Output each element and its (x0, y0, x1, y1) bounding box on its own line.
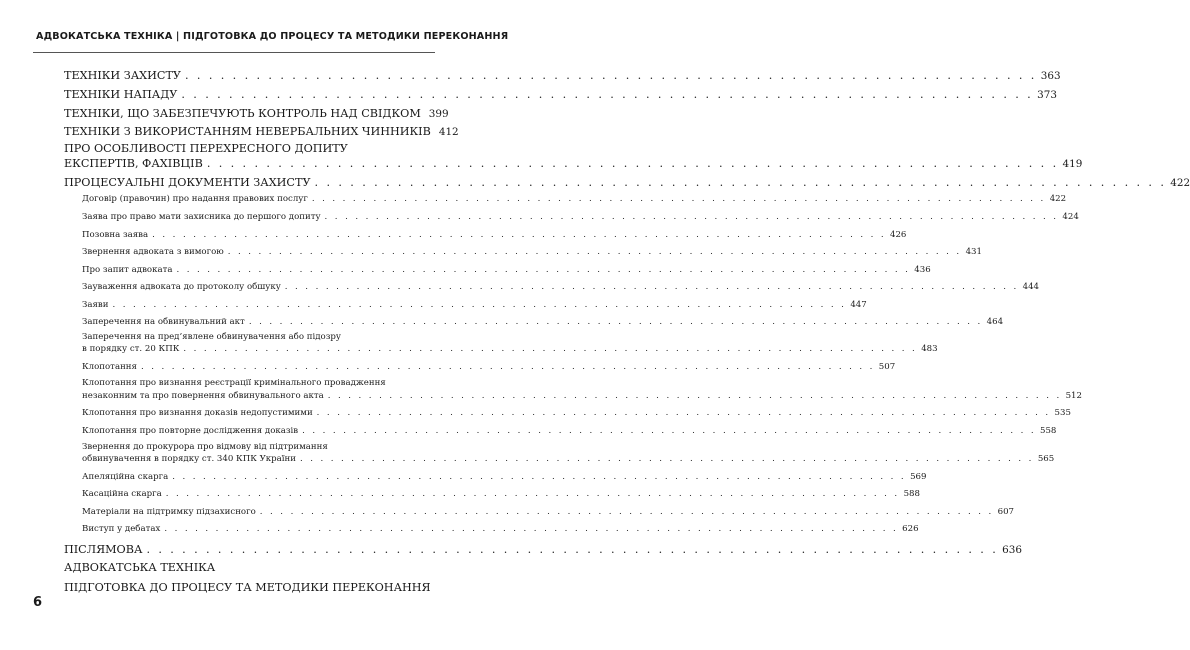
toc-subentry-title-line2: в порядку ст. 20 КПК (82, 344, 180, 354)
toc-subentry-title: Заперечення на обвинувальний акт (82, 317, 245, 327)
toc-entry (64, 68, 1061, 84)
toc-subentry-title: Клопотання про повторне дослідження доказів (82, 426, 299, 436)
toc-leader: . . . . . . . . . . . . . . . . . . . . . . . . . . . . . . . . . . . . . . . . . . . . . . . . . . . . . . . . . . . . . . . . . . . . . . . . (206, 157, 1059, 170)
toc-leader: . . . . . . . . . . . . . . . . . . . . . . . . . . . . . . . . . . . . . . . . . . . . . . . . . . . . . . . . . . . . . . . . . . . . . . . . (259, 507, 994, 517)
toc-subentry (82, 281, 1040, 293)
toc-subentry-page: 426 (890, 230, 907, 240)
toc-subentry-page: 558 (1039, 426, 1057, 436)
toc-leader: . . . . . . . . . . . . . . . . . . . . . . . . . . . . . . . . . . . . . . . . . . . . . . . . . . . . . . . . . . . . . . . . . . . . . . . . (314, 176, 1167, 189)
toc-leader: . . . . . . . . . . . . . . . . . . . . . . . . . . . . . . . . . . . . . . . . . . . . . . . . . . . . . . . . . . . . . . . . . . . . . . . . (176, 265, 911, 275)
toc-subentry-title: Звернення адвоката з вимогою (82, 247, 224, 257)
toc-subentry-page: 507 (878, 362, 896, 372)
toc-subentry-page: 464 (986, 317, 1004, 327)
toc-entry-title: ТЕХНІКИ НАПАДУ (64, 88, 178, 101)
toc-entry (64, 156, 1083, 172)
toc-subentry (82, 264, 931, 276)
toc-leader: . . . . . . . . . . . . . . . . . . . . . . . . . . . . . . . . . . . . . . . . . . . . . . . . . . . . . . . . . . . . . . . . . . . . . . . . (172, 472, 907, 482)
toc-subentry (82, 506, 1015, 518)
toc-leader: . . . . . . . . . . . . . . . . . . . . . . . . . . . . . . . . . . . . . . . . . . . . . . . . . . . . . . . . . . . . . . . . . . . . . . . . (181, 88, 1034, 101)
toc-entry-page: 363 (1040, 70, 1061, 82)
toc-leader: . . . . . . . . . . . . . . . . . . . . . . . . . . . . . . . . . . . . . . . . . . . . . . . . . . . . . . . . . . . . . . . . . . . . . . . . (112, 300, 847, 310)
toc-entry-page: 419 (1062, 158, 1083, 170)
toc-subentry (82, 343, 938, 355)
toc-subentry (82, 471, 927, 483)
toc-subentry-page: 607 (997, 507, 1015, 517)
toc-entry-title: ТЕХНІКИ, ЩО ЗАБЕЗПЕЧУЮТЬ КОНТРОЛЬ НАД СВІДКОМ (64, 107, 421, 120)
toc-subentry-title: Заява про право мати захисника до першого допиту (82, 212, 321, 222)
toc-subentry (82, 211, 1079, 223)
toc-leader: . . . . . . . . . . . . . . . . . . . . . . . . . . . . . . . . . . . . . . . . . . . . . . . . . . . . . . . . . . . . . . . . . . . . . . . . (324, 212, 1059, 222)
toc-entry (64, 175, 1190, 191)
toc-entry-page: 422 (1170, 177, 1190, 189)
toc-subentry (82, 488, 920, 500)
toc-subentry-page: 588 (903, 489, 920, 499)
toc-subentry-title-line1: Заперечення на пред’явлене обвинувачення або підозру (82, 332, 341, 342)
toc-subentry (82, 523, 919, 535)
toc-entry-title: ПІСЛЯМОВА (64, 543, 143, 556)
toc-subentry (82, 316, 1004, 328)
toc-subentry-title-line2: обвинувачення в порядку ст. 340 КПК України (82, 454, 296, 464)
toc-subentry-page: 565 (1037, 454, 1055, 464)
toc-subentry-page: 424 (1062, 212, 1079, 222)
toc-subentry-title: Матеріали на підтримку підзахисного (82, 507, 256, 517)
closing-title-line2: ПІДГОТОВКА ДО ПРОЦЕСУ ТА МЕТОДИКИ ПЕРЕКОНАННЯ (64, 581, 431, 594)
toc-subentry (82, 193, 1067, 205)
toc-entry (64, 87, 1057, 103)
toc-leader: . . . . . . . . . . . . . . . . . . . . . . . . . . . . . . . . . . . . . . . . . . . . . . . . . . . . . . . . . . . . . . . . . . . . . . . . (248, 317, 983, 327)
toc-leader: . . . . . . . . . . . . . . . . . . . . . . . . . . . . . . . . . . . . . . . . . . . . . . . . . . . . . . . . . . . . . . . . . . . . . . . . (327, 391, 1062, 401)
toc-subentry-page: 436 (914, 265, 931, 275)
toc-entry-page: 399 (428, 108, 449, 120)
toc-leader: . . . . . . . . . . . . . . . . . . . . . . . . . . . . . . . . . . . . . . . . . . . . . . . . . . . . . . . . . . . . . . . . . . . . . . . . (302, 426, 1036, 436)
toc-subentry-title: Зауваження адвоката до протоколу обшуку (82, 282, 281, 292)
toc-entry (64, 124, 459, 140)
toc-subentry-title: Апеляційна скарга (82, 472, 169, 482)
closing-title-line1: АДВОКАТСЬКА ТЕХНІКА (64, 561, 216, 574)
toc-subentry-page: 512 (1065, 391, 1082, 401)
toc-subentry-title-line1: Клопотання про визнання реєстрації кримінального провадження (82, 378, 386, 388)
toc-leader: . . . . . . . . . . . . . . . . . . . . . . . . . . . . . . . . . . . . . . . . . . . . . . . . . . . . . . . . . . . . . . . . . . . . . . . . (183, 344, 918, 354)
toc-subentry-title: Про запит адвоката (82, 265, 173, 275)
toc-subentry (82, 229, 907, 241)
toc-leader: . . . . . . . . . . . . . . . . . . . . . . . . . . . . . . . . . . . . . . . . . . . . . . . . . . . . . . . . . . . . . . . . . . . . . . . . (146, 543, 999, 556)
toc-subentry (82, 390, 1082, 402)
toc-subentry (82, 453, 1055, 465)
toc-leader: . . . . . . . . . . . . . . . . . . . . . . . . . . . . . . . . . . . . . . . . . . . . . . . . . . . . . . . . . . . . . . . . . . . . . . . . (311, 194, 1046, 204)
toc-subentry-title: Виступ у дебатах (82, 524, 161, 534)
page-number: 6 (33, 595, 43, 610)
toc-subentry (82, 407, 1071, 419)
toc-subentry-page: 569 (910, 472, 927, 482)
toc-entry-title: ПРОЦЕСУАЛЬНІ ДОКУМЕНТИ ЗАХИСТУ (64, 176, 311, 189)
toc-subentry-page: 444 (1022, 282, 1040, 292)
toc-subentry-title-line1: Звернення до прокурора про відмову від підтримання (82, 442, 328, 452)
toc-leader: . . . . . . . . . . . . . . . . . . . . . . . . . . . . . . . . . . . . . . . . . . . . . . . . . . . . . . . . . . . . . . . . . . . . . . . . (227, 247, 962, 257)
toc-leader: . . . . . . . . . . . . . . . . . . . . . . . . . . . . . . . . . . . . . . . . . . . . . . . . . . . . . . . . . . . . . . . . . . . . . . . . (164, 524, 899, 534)
toc-entry (64, 106, 449, 122)
toc-subentry (82, 299, 867, 311)
toc-leader: . . . . . . . . . . . . . . . . . . . . . . . . . . . . . . . . . . . . . . . . . . . . . . . . . . . . . . . . . . . . . . . . . . . . . . . . (185, 69, 1037, 82)
toc-entry-page: 636 (1002, 544, 1023, 556)
toc-subentry-page: 535 (1054, 408, 1071, 418)
toc-subentry-page: 626 (902, 524, 919, 534)
toc-leader: . . . . . . . . . . . . . . . . . . . . . . . . . . . . . . . . . . . . . . . . . . . . . . . . . . . . . . . . . . . . . . . . . . . . . . . . (316, 408, 1051, 418)
toc-subentry-page: 447 (850, 300, 867, 310)
toc-entry-page: 412 (438, 126, 459, 138)
toc-entry (64, 542, 1023, 558)
toc-subentry-title: Касаційна скарга (82, 489, 162, 499)
toc-subentry (82, 246, 982, 258)
toc-entry-title-line1: ПРО ОСОБЛИВОСТІ ПЕРЕХРЕСНОГО ДОПИТУ (64, 142, 348, 155)
toc-subentry-title: Позовна заява (82, 230, 149, 240)
toc-subentry-page: 483 (921, 344, 938, 354)
toc-entry-title: ТЕХНІКИ З ВИКОРИСТАННЯМ НЕВЕРБАЛЬНИХ ЧИННИКІВ (64, 125, 431, 138)
toc-entry-title-line2: ЕКСПЕРТІВ, ФАХІВЦІВ (64, 157, 203, 170)
toc-entry-title: ТЕХНІКИ ЗАХИСТУ (64, 69, 182, 82)
toc-leader: . . . . . . . . . . . . . . . . . . . . . . . . . . . . . . . . . . . . . . . . . . . . . . . . . . . . . . . . . . . . . . . . . . . . . . . . (140, 362, 875, 372)
toc-subentry-page: 422 (1049, 194, 1067, 204)
toc-subentry-title: Заяви (82, 300, 109, 310)
toc-subentry (82, 425, 1057, 437)
toc-subentry (82, 361, 896, 373)
toc-entry-page: 373 (1037, 89, 1057, 101)
toc-subentry-title: Клопотання (82, 362, 137, 372)
toc-leader: . . . . . . . . . . . . . . . . . . . . . . . . . . . . . . . . . . . . . . . . . . . . . . . . . . . . . . . . . . . . . . . . . . . . . . . . (152, 230, 886, 240)
toc-subentry-title-line2: незаконним та про повернення обвинувального акта (82, 391, 324, 401)
toc-leader: . . . . . . . . . . . . . . . . . . . . . . . . . . . . . . . . . . . . . . . . . . . . . . . . . . . . . . . . . . . . . . . . . . . . . . . . (299, 454, 1034, 464)
toc-subentry-title: Договір (правочин) про надання правових послуг (82, 194, 308, 204)
toc-subentry-title: Клопотання про визнання доказів недопустимими (82, 408, 313, 418)
running-header: АДВОКАТСЬКА ТЕХНІКА | ПІДГОТОВКА ДО ПРОЦЕСУ ТА МЕТОДИКИ ПЕРЕКОНАННЯ (36, 31, 509, 42)
toc-leader: . . . . . . . . . . . . . . . . . . . . . . . . . . . . . . . . . . . . . . . . . . . . . . . . . . . . . . . . . . . . . . . . . . . . . . . . (284, 282, 1019, 292)
toc-subentry-page: 431 (965, 247, 982, 257)
toc-leader: . . . . . . . . . . . . . . . . . . . . . . . . . . . . . . . . . . . . . . . . . . . . . . . . . . . . . . . . . . . . . . . . . . . . . . . . (165, 489, 900, 499)
